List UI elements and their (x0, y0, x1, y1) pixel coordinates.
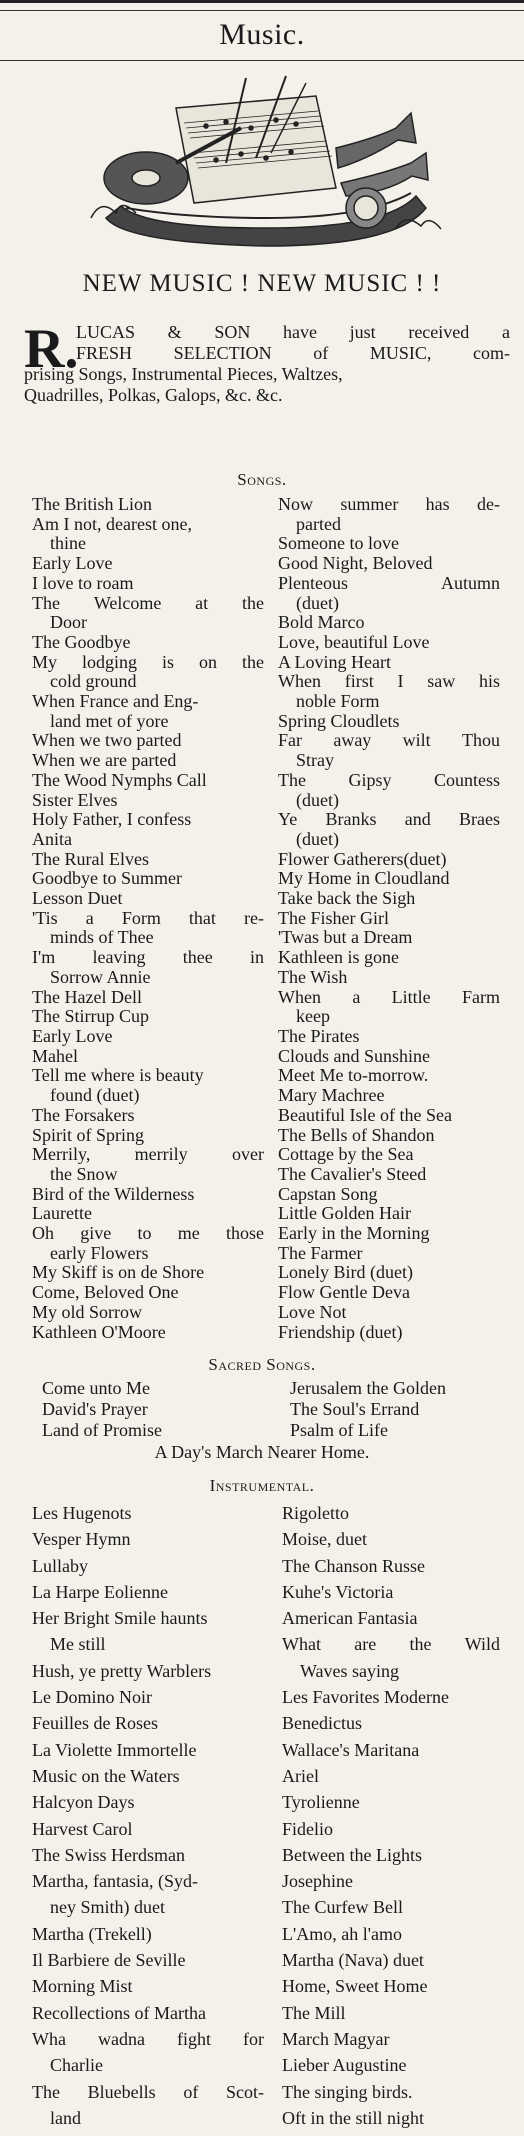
music-instruments-engraving (66, 68, 456, 258)
list-item-word: are (354, 1634, 377, 1655)
list-item: My Home in Cloudland (278, 868, 450, 889)
list-item: Lullaby (32, 1555, 88, 1576)
list-item: My old Sorrow (32, 1301, 143, 1322)
intro-paragraph (24, 318, 510, 406)
list-item: early Flowers (50, 1242, 149, 1263)
list-item (32, 948, 264, 968)
intro-word: com- (472, 343, 510, 363)
list-item: La Harpe Eolienne (32, 1581, 168, 1602)
section-heading-songs: Songs. (237, 470, 287, 489)
list-item: parted (296, 513, 341, 534)
list-item-word: Bluebells (87, 2081, 156, 2102)
list-item: Oft in the still night (282, 2107, 424, 2128)
list-item: The Hazel Dell (32, 986, 142, 1007)
intro-word: a (501, 322, 510, 342)
list-item-word: of (183, 2081, 199, 2102)
intro-line-3: prising Songs, Instrumental Pieces, Waltzes, (24, 364, 343, 384)
list-item: When we are parted (32, 750, 177, 771)
list-item-word: Form (121, 907, 161, 928)
list-item: Home, Sweet Home (282, 1976, 428, 1997)
list-item (278, 988, 500, 1008)
list-item-word: saw (427, 671, 456, 692)
list-item (278, 810, 500, 830)
list-item: keep (296, 1006, 330, 1027)
list-item: land (50, 2107, 81, 2128)
list-item: Halcyon Days (32, 1792, 135, 1813)
list-item: The Wood Nymphs Call (32, 769, 207, 790)
intro-word: LUCAS (76, 322, 136, 342)
list-item: The Rural Elves (32, 848, 149, 869)
list-item: David's Prayer (42, 1399, 148, 1419)
intro-word: FRESH (76, 343, 133, 363)
list-item: Le Domino Noir (32, 1687, 152, 1708)
list-item: Hush, ye pretty Warblers (32, 1660, 212, 1681)
section-heading-instrumental: Instrumental. (209, 1476, 315, 1495)
list-item-word: the (242, 592, 264, 613)
list-item-word: away (333, 730, 372, 751)
top-border (0, 0, 524, 3)
list-item: Martha, fantasia, (Syd- (32, 1871, 198, 1892)
list-item: The British Lion (32, 494, 152, 514)
list-item: Kathleen is gone (278, 947, 399, 968)
list-item-word: What (282, 1634, 321, 1655)
list-item: Benedictus (282, 1713, 362, 1734)
list-item: Meet Me to-morrow. (278, 1065, 429, 1086)
list-item: Waves saying (300, 1660, 400, 1681)
list-item: Lesson Duet (32, 888, 123, 909)
list-item: Clouds and Sunshine (278, 1045, 431, 1066)
list-item: La Violette Immortelle (32, 1739, 197, 1760)
list-item: Harvest Carol (32, 1818, 133, 1839)
list-item-word: Scot- (226, 2081, 264, 2102)
list-item: Josephine (282, 1871, 353, 1892)
list-item: I love to roam (32, 572, 134, 593)
list-item: Bird of the Wilderness (32, 1183, 195, 1204)
list-item-word: de- (476, 494, 500, 514)
list-item: Moise, duet (282, 1529, 367, 1550)
list-item: Lieber Augustine (282, 2055, 407, 2076)
list-item: Bold Marco (278, 612, 365, 633)
list-item: Les Favorites Moderne (282, 1687, 449, 1708)
intro-word: & (167, 322, 182, 342)
list-item: ney Smith) duet (50, 1897, 165, 1918)
list-item: Recollections of Martha (32, 2002, 206, 2023)
list-item: minds of Thee (50, 927, 154, 948)
list-item: The singing birds. (282, 2081, 413, 2102)
list-item: Come, Beloved One (32, 1282, 179, 1303)
list-item: When we two parted (32, 730, 182, 751)
list-item: Music on the Waters (32, 1765, 180, 1786)
list-item: Tyrolienne (282, 1792, 360, 1813)
list-item: My Skiff is on de Shore (32, 1262, 205, 1283)
list-item-word: Far (278, 730, 302, 751)
sacred-closing-line: A Day's March Nearer Home. (154, 1442, 370, 1462)
list-item: Charlie (50, 2055, 103, 2076)
list-item: land met of yore (50, 710, 169, 731)
list-item: L'Amo, ah l'amo (282, 1923, 402, 1944)
list-item: Her Bright Smile haunts (32, 1608, 208, 1629)
column-header (0, 6, 524, 68)
list-item-word: The (278, 769, 306, 790)
list-item: The Swiss Herdsman (32, 1844, 185, 1865)
list-item: Early Love (32, 1025, 113, 1046)
list-item (32, 2026, 264, 2052)
list-item: Early in the Morning (278, 1223, 430, 1244)
list-item-word: wilt (402, 730, 431, 751)
intro-word: have (283, 322, 317, 342)
list-item: The Stirrup Cup (32, 1006, 149, 1027)
songs-right-column (278, 495, 500, 1342)
list-item: noble Form (296, 691, 380, 712)
list-item: The Curfew Bell (282, 1897, 403, 1918)
list-item: (duet) (296, 789, 339, 810)
instrumental-right-column (282, 1500, 500, 2131)
list-item (278, 495, 500, 515)
list-item: Early Love (32, 553, 113, 574)
new-music-headline: NEW MUSIC ! NEW MUSIC ! ! (82, 270, 442, 297)
list-item-word: The (32, 592, 60, 613)
header-rule-bottom (0, 60, 524, 61)
list-item-word: leaving (92, 947, 146, 968)
list-item: Love Not (278, 1301, 347, 1322)
list-item-word: Merrily, (32, 1144, 91, 1165)
list-item: Feuilles de Roses (32, 1713, 158, 1734)
list-item: The Wish (278, 966, 348, 987)
list-item: When France and Eng- (32, 691, 199, 712)
list-item: The Bells of Shandon (278, 1124, 435, 1145)
list-item-word: Gipsy (348, 769, 392, 790)
list-item: the Snow (50, 1163, 118, 1184)
list-item-word: fight (176, 2028, 211, 2049)
list-item-word: Plenteous (278, 572, 348, 593)
sacred-left-column (42, 1378, 162, 1441)
list-item-word: on (199, 651, 217, 672)
list-item-word: Countess (433, 769, 500, 790)
list-item: Friendship (duet) (278, 1321, 403, 1342)
list-item-word: Braes (458, 809, 500, 830)
list-item-word: has (425, 494, 450, 514)
list-item: Martha (Nava) duet (282, 1950, 424, 1971)
list-item-word: wadna (97, 2028, 145, 2049)
list-item-word: me (177, 1223, 200, 1244)
list-item: thine (50, 533, 86, 554)
intro-line-2 (24, 343, 510, 364)
list-item: The Pirates (278, 1025, 360, 1046)
list-item (282, 1631, 500, 1657)
intro-word: SON (214, 322, 251, 342)
list-item (278, 731, 500, 751)
list-item-word: Ye (278, 809, 298, 830)
list-item-word: his (478, 671, 500, 692)
list-item: Am I not, dearest one, (32, 513, 192, 534)
section-heading-sacred: Sacred Songs. (208, 1355, 316, 1374)
list-item: Stray (296, 750, 334, 771)
list-item: The Goodbye (32, 631, 131, 652)
intro-word: just (349, 322, 376, 342)
list-item-word: The (32, 2081, 60, 2102)
list-item-word: give (80, 1223, 112, 1244)
list-item: Goodbye to Summer (32, 868, 182, 889)
list-item: Jerusalem the Golden (290, 1378, 446, 1398)
list-item: Anita (32, 828, 72, 849)
list-item: Door (50, 612, 87, 633)
list-item-word: When (278, 671, 321, 692)
list-item: Vesper Hymn (32, 1529, 131, 1550)
list-item-word: re- (244, 907, 264, 928)
list-item (32, 653, 264, 673)
list-item-word: at (195, 592, 209, 613)
instrumental-left-column (32, 1500, 264, 2131)
list-item: Tell me where is beauty (32, 1065, 204, 1086)
list-item: Wallace's Maritana (282, 1739, 420, 1760)
list-item: Someone to love (278, 533, 399, 554)
list-item-word: the (409, 1634, 432, 1655)
list-item-word: is (162, 651, 175, 672)
list-item-word: over (232, 1144, 264, 1165)
list-item: Les Hugenots (32, 1503, 132, 1523)
page-title: Music. (219, 18, 305, 51)
list-item: Between the Lights (282, 1844, 422, 1865)
list-item-word: 'Tis (32, 907, 58, 928)
list-item: The Farmer (278, 1242, 363, 1263)
list-item: Rigoletto (282, 1503, 349, 1523)
list-item-word: My (32, 651, 58, 672)
list-item-word: I (397, 671, 404, 692)
intro-word: of (313, 343, 329, 363)
list-item: A Loving Heart (278, 651, 391, 672)
list-item (32, 909, 264, 929)
list-item: Flower Gatherers(duet) (278, 848, 447, 869)
list-item: Capstan Song (278, 1183, 378, 1204)
list-item: Flow Gentle Deva (278, 1282, 410, 1303)
list-item: Morning Mist (32, 1976, 133, 1997)
list-item: Martha (Trekell) (32, 1923, 152, 1944)
list-item-word: thee (182, 947, 213, 968)
list-item: cold ground (50, 671, 137, 692)
list-item-word: lodging (82, 651, 138, 672)
list-item: Cottage by the Sea (278, 1144, 414, 1165)
list-item: Sorrow Annie (50, 966, 151, 987)
list-item: found (duet) (50, 1085, 140, 1106)
list-item-word: for (242, 2028, 264, 2049)
list-item: Come unto Me (42, 1378, 150, 1398)
list-item: Little Golden Hair (278, 1203, 411, 1224)
list-item-word: Welcome (93, 592, 162, 613)
list-item-word: Farm (461, 986, 500, 1007)
list-item-word: Wha (32, 2028, 66, 2049)
list-item-word: first (344, 671, 374, 692)
list-item: Il Barbiere de Seville (32, 1950, 186, 1971)
list-item-word: Oh (32, 1223, 54, 1244)
list-item: The Mill (282, 2002, 346, 2023)
list-item: Beautiful Isle of the Sea (278, 1104, 452, 1125)
list-item: Good Night, Beloved (278, 553, 433, 574)
list-item-word: summer (340, 494, 399, 514)
intro-line-1 (24, 322, 510, 343)
list-item: Kathleen O'Moore (32, 1321, 166, 1342)
list-item-word: merrily (134, 1144, 188, 1165)
list-item: Love, beautiful Love (278, 631, 430, 652)
list-item: (duet) (296, 828, 339, 849)
list-item: Mary Machree (278, 1085, 385, 1106)
list-item: The Fisher Girl (278, 907, 389, 928)
list-item-word: and (404, 809, 431, 830)
list-item: (duet) (296, 592, 339, 613)
list-item-word: a (85, 907, 94, 928)
intro-word: received (408, 322, 470, 342)
list-item (278, 574, 500, 594)
list-item: March Magyar (282, 2028, 390, 2049)
list-item (32, 2079, 264, 2105)
intro-word: SELECTION (173, 343, 272, 363)
intro-line-4: Quadrilles, Polkas, Galops, &c. &c. (24, 385, 283, 405)
list-item: Psalm of Life (290, 1420, 388, 1440)
list-item (278, 672, 500, 692)
list-item: Laurette (32, 1203, 92, 1224)
list-item-word: that (188, 907, 216, 928)
list-item-word: Thou (461, 730, 500, 751)
list-item-word: When (278, 986, 321, 1007)
list-item-word: in (249, 947, 264, 968)
list-item: Sister Elves (32, 789, 118, 810)
drop-cap: R. (24, 318, 79, 380)
list-item: Fidelio (282, 1818, 334, 1839)
list-item: The Cavalier's Steed (278, 1163, 427, 1184)
list-item (32, 594, 264, 614)
list-item-word: Branks (325, 809, 377, 830)
list-item: Spirit of Spring (32, 1124, 145, 1145)
header-rule-top (0, 10, 524, 11)
list-item: The Forsakers (32, 1104, 135, 1125)
list-item: 'Twas but a Dream (278, 927, 413, 948)
intro-word: MUSIC, (369, 343, 432, 363)
list-item (32, 1224, 264, 1244)
list-item: Holy Father, I confess (32, 809, 192, 830)
sacred-right-column (290, 1378, 446, 1441)
list-item: Kuhe's Victoria (282, 1581, 394, 1602)
list-item: The Chanson Russe (282, 1555, 425, 1576)
list-item: Land of Promise (42, 1420, 162, 1440)
list-item-word: those (225, 1223, 264, 1244)
list-item-word: a (352, 986, 361, 1007)
list-item-word: Wild (464, 1634, 500, 1655)
list-item: Ariel (282, 1765, 319, 1786)
list-item-word: Now (278, 494, 313, 514)
list-item: Mahel (32, 1045, 78, 1066)
list-item: Lonely Bird (duet) (278, 1262, 413, 1283)
list-item-word: Autumn (440, 572, 500, 593)
list-item: The Soul's Errand (290, 1399, 420, 1419)
list-item (278, 771, 500, 791)
list-item (32, 1145, 264, 1165)
songs-left-column (32, 495, 264, 1342)
list-item: Take back the Sigh (278, 888, 416, 909)
list-item-word: to (137, 1223, 152, 1244)
list-item: American Fantasia (282, 1608, 418, 1629)
list-item: Spring Cloudlets (278, 710, 400, 731)
list-item-word: Little (391, 986, 431, 1007)
list-item-word: the (241, 651, 264, 672)
list-item: Me still (50, 1634, 106, 1655)
list-item-word: I'm (32, 947, 56, 968)
